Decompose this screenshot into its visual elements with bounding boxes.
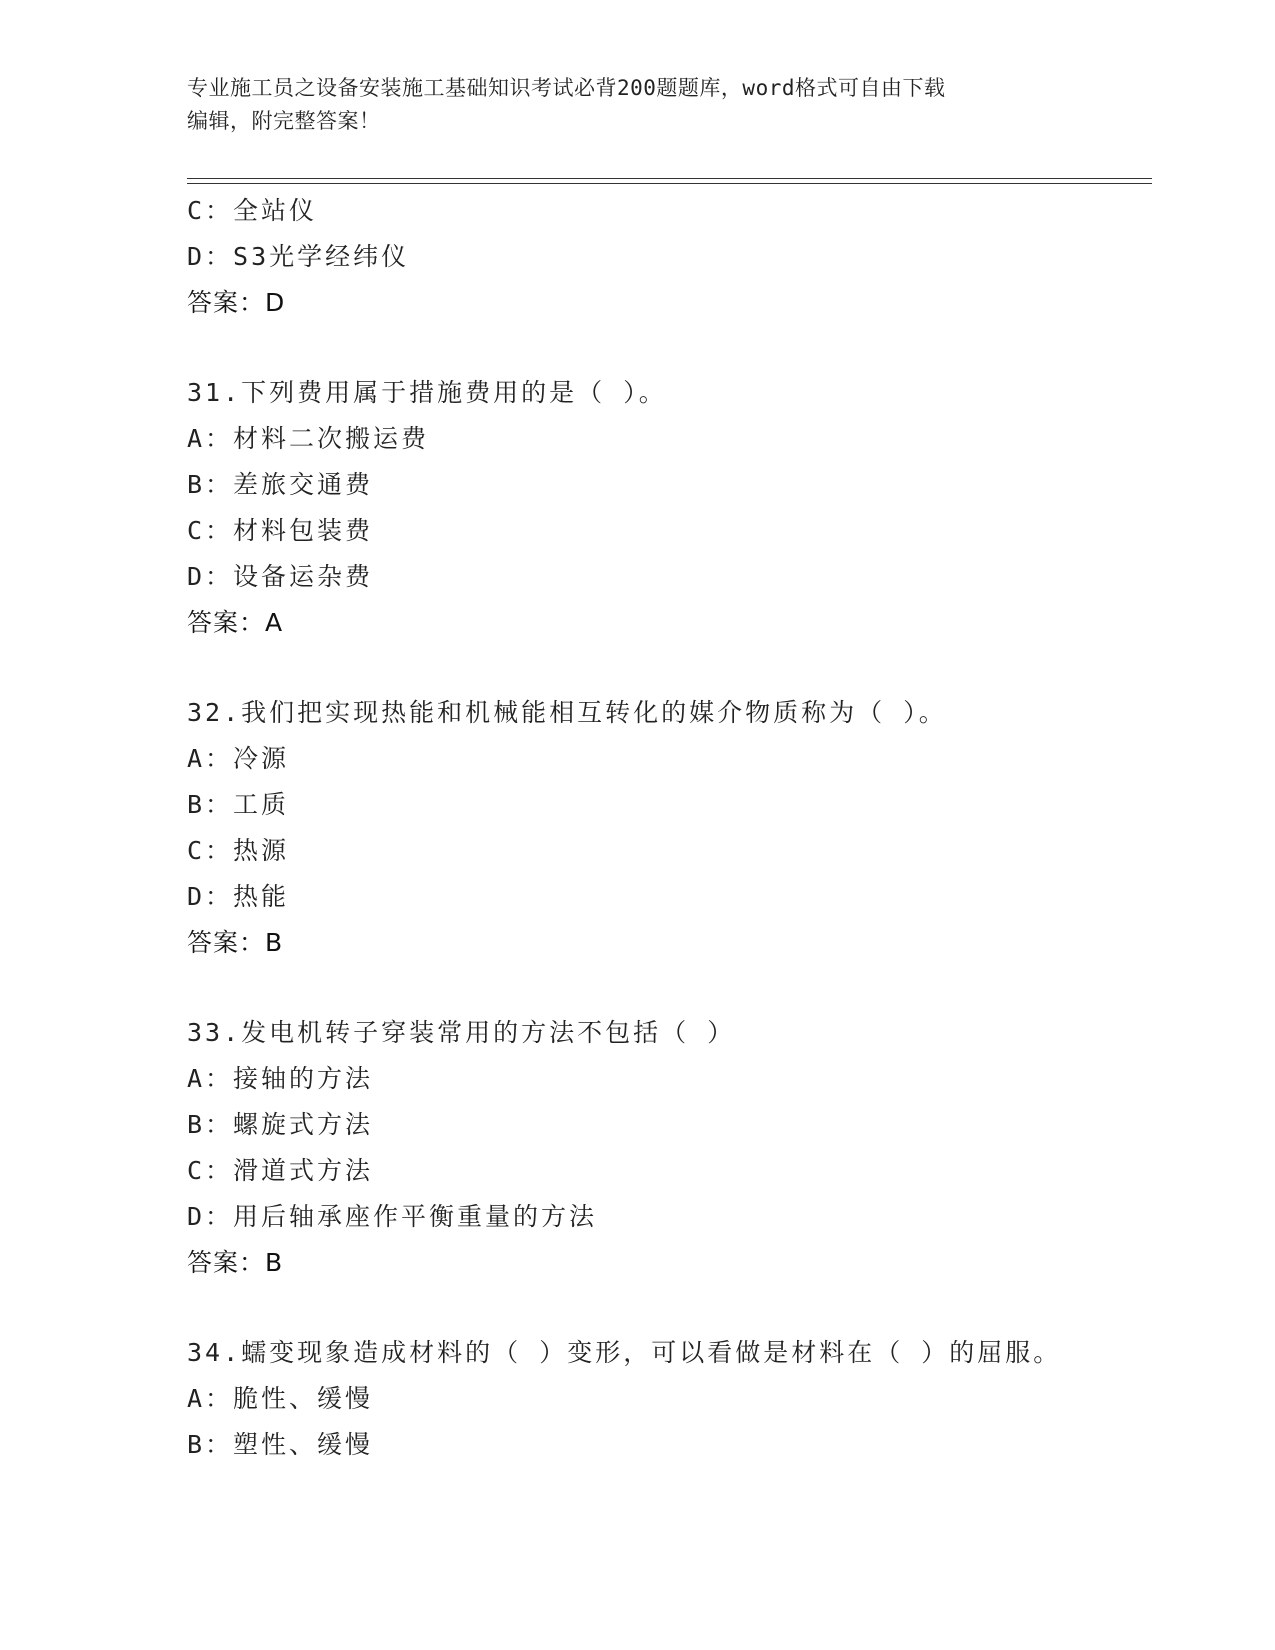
option-b: B：差旅交通费: [187, 470, 374, 499]
option-b: B：螺旋式方法: [187, 1110, 374, 1139]
spacer: [187, 1286, 1152, 1330]
option-a: A：材料二次搬运费: [187, 424, 430, 453]
question-stem: 33.发电机转子穿装常用的方法不包括（ ）: [187, 1018, 736, 1047]
question-stem: 34.蠕变现象造成材料的（ ）变形，可以看做是材料在（ ）的屈服。: [187, 1338, 1062, 1367]
answer-line: 答案：B: [187, 1248, 284, 1277]
header-title-line-2: 编辑，附完整答案！: [187, 109, 381, 133]
answer-line: 答案：A: [187, 608, 284, 637]
option-c: C：热源: [187, 836, 290, 865]
option-d: D：设备运杂费: [187, 562, 374, 591]
question-33: [187, 1010, 1152, 1286]
spacer: [187, 326, 1152, 370]
header-title-line-1: 专业施工员之设备安装施工基础知识考试必背200题题库，word格式可自由下载: [187, 76, 946, 100]
option-c: C：滑道式方法: [187, 1156, 374, 1185]
question-stem: 32.我们把实现热能和机械能相互转化的媒介物质称为（ ）。: [187, 698, 947, 727]
option-d: D：用后轴承座作平衡重量的方法: [187, 1202, 598, 1231]
option-a: A：接轴的方法: [187, 1064, 374, 1093]
option-d: D：S3光学经纬仪: [187, 242, 410, 271]
header-divider-bottom: [187, 183, 1152, 184]
spacer: [187, 966, 1152, 1010]
option-c: C：材料包装费: [187, 516, 374, 545]
question-32: [187, 690, 1152, 966]
question-list: [187, 188, 1152, 1468]
answer-line: 答案：D: [187, 288, 286, 317]
option-a: A：冷源: [187, 744, 290, 773]
header-divider-top: [187, 178, 1152, 179]
question-stem: 31.下列费用属于措施费用的是（ ）。: [187, 378, 667, 407]
document-header: [187, 72, 1087, 138]
option-d: D：热能: [187, 882, 290, 911]
question-carryover: [187, 188, 1152, 326]
question-34: [187, 1330, 1152, 1468]
option-b: B：塑性、缓慢: [187, 1430, 374, 1459]
answer-line: 答案：B: [187, 928, 284, 957]
option-b: B：工质: [187, 790, 290, 819]
option-a: A：脆性、缓慢: [187, 1384, 374, 1413]
option-c: C：全站仪: [187, 196, 318, 225]
spacer: [187, 646, 1152, 690]
question-31: [187, 370, 1152, 646]
